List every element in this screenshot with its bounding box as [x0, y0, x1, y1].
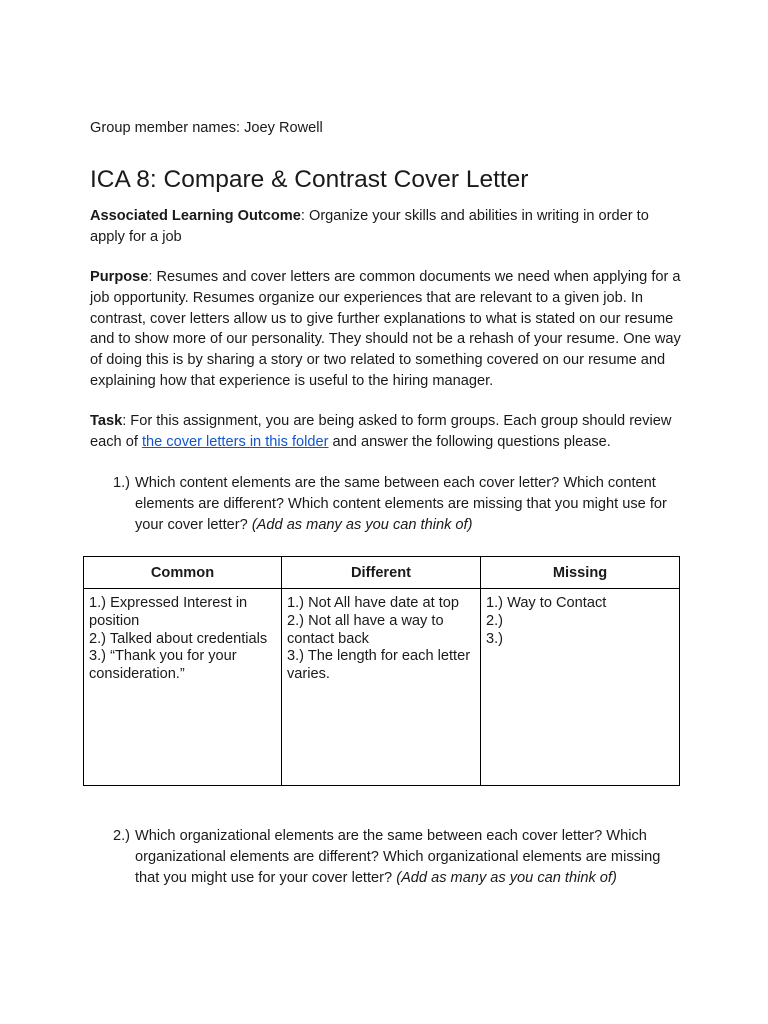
task-text-before: : For this assignment, you are being asked to form groups. Each group should review each of — [90, 413, 672, 450]
different-item-3: 3.) The length for each letter varies. — [287, 648, 471, 683]
question-2-body — [135, 826, 683, 888]
question-1 — [113, 473, 683, 535]
question-1-body — [135, 473, 683, 535]
missing-item-2: 2.) — [486, 612, 504, 629]
question-1-note: (Add as many as you can think of) — [251, 516, 473, 533]
table-row — [84, 589, 680, 786]
missing-cell[interactable] — [481, 589, 680, 786]
question-1-number: 1.) — [113, 475, 131, 491]
question-2-text: Which organizational elements are the same between each cover letter? Which organizational elements are different? Which organizational elements are missing that you might use for your cover letter? — [135, 828, 661, 886]
task-text-after: and answer the following questions please. — [328, 433, 611, 450]
question-1-text: Which content elements are the same between each cover letter? Which content elements are different? Which content elements are missing that you might use for your cover letter? — [135, 475, 667, 533]
question-2-number: 2.) — [113, 828, 131, 844]
header-different: Different — [282, 557, 481, 589]
purpose-paragraph — [90, 267, 682, 392]
page-title: ICA 8: Compare & Contrast Cover Letter — [90, 166, 529, 193]
different-item-2: 2.) Not all have a way to contact back — [287, 612, 444, 647]
task-paragraph — [90, 411, 682, 453]
learning-outcome-text: : Organize your skills and abilities in writing in order to apply for a job — [90, 208, 649, 245]
common-item-3: 3.) “Thank you for your consideration.” — [89, 648, 237, 683]
missing-item-3: 3.) — [486, 630, 504, 647]
header-missing: Missing — [481, 557, 680, 589]
task-label: Task — [90, 413, 123, 429]
different-cell[interactable] — [282, 589, 481, 786]
question-2 — [113, 826, 683, 888]
table-header-row — [84, 557, 680, 589]
different-item-1: 1.) Not All have date at top — [287, 595, 459, 611]
comparison-table — [83, 556, 680, 786]
learning-outcome-paragraph — [90, 206, 682, 248]
cover-letters-folder-link[interactable]: the cover letters in this folder — [141, 433, 329, 450]
purpose-text: : Resumes and cover letters are common documents we need when applying for a job opportunity. Resumes organize our experiences that are relevant to a given job. In contrast, cover letters allow us to give further explanations to what is stated on our resume and to show more of our personality. They should not be a rehash of your resume. One way of doing this is by sharing a story or two related to something covered on our resume and explaining how that experience is useful to the hiring manager. — [90, 269, 681, 389]
missing-item-1: 1.) Way to Contact — [486, 595, 607, 611]
group-member-line: Group member names: Joey Rowell — [90, 120, 323, 136]
common-cell[interactable] — [84, 589, 282, 786]
header-common: Common — [84, 557, 282, 589]
question-2-note: (Add as many as you can think of) — [396, 869, 617, 886]
common-item-2: 2.) Talked about credentials — [89, 630, 268, 647]
learning-outcome-label: Associated Learning Outcome — [90, 208, 301, 224]
common-item-1: 1.) Expressed Interest in position — [89, 595, 248, 629]
purpose-label: Purpose — [90, 269, 149, 285]
